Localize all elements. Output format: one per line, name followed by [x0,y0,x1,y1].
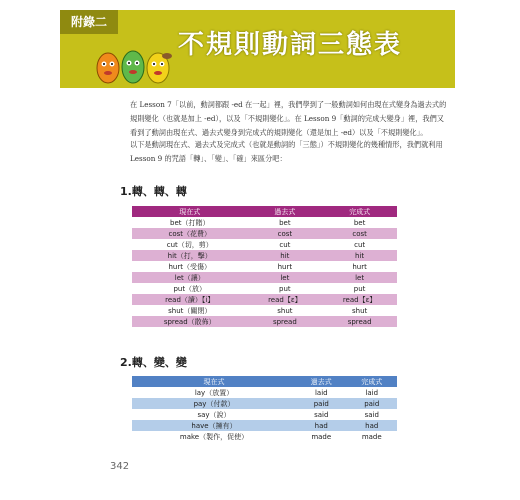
cell-past: made [311,432,332,441]
table-row [132,261,397,272]
cell-present: lay（放置） [194,388,234,397]
cell-perfect: cut [354,240,366,249]
cell-past: bet [279,218,291,227]
cell-perfect: hit [322,250,397,261]
cell-perfect: put [353,284,366,293]
cell-past: spread [248,316,323,327]
cell-past: paid [296,398,346,409]
section-1-title: 1.轉、轉、轉 [120,185,187,198]
cell-past: had [296,420,346,431]
cell-present: say（說） [197,410,231,419]
intro-paragraph-1: 在 Lesson 7「以前，動詞都跟 -ed 在一起」裡，我們學到了一般動詞如何由現在式變身為過去式的規則變化（也就是加上 -ed），以及「不規則變化」。在 Lesson 9「動詞的完成大變身」裡，我們又看到了動詞由現在式、過去式變身到完成式的規則變化（還是加上 -ed）以及「不規則變化」。 [130,100,447,137]
irregular-verbs-table-1 [132,206,397,327]
cell-present: hit（打，擊） [132,250,248,261]
table-row [132,316,397,327]
table-row [132,283,397,294]
table-2-header-present: 現在式 [132,376,296,387]
cell-past: said [314,410,329,419]
table-row [132,409,397,420]
table-row [132,272,397,283]
table-1-header-past: 過去式 [248,206,323,217]
intro-paragraph-2: 以下是動詞現在式、過去式及完成式（也就是動詞的「三態」）不規則變化的幾種情形，我們就利用 Lesson 9 的咒語「轉」、「變」、「確」來區分吧： [130,140,443,163]
page-title: 不規則動詞三態表 [178,30,403,60]
cell-perfect: spread [322,316,397,327]
table-2-header-past: 過去式 [296,376,346,387]
cell-past: cost [248,228,323,239]
cell-present: put（放） [173,284,207,293]
cell-perfect: paid [347,398,398,409]
cell-present: make（製作，促使） [179,432,249,441]
cell-present: bet（打賭） [170,218,210,227]
cell-present: spread（散佈） [132,316,248,327]
cell-present: read（讀）【i】 [132,294,248,305]
table-row [132,250,397,261]
cell-past: hit [248,250,323,261]
cell-present: cost（花費） [132,228,248,239]
cell-perfect: bet [353,218,366,227]
cell-present: hurt（受傷） [168,262,211,271]
cell-perfect: said [364,410,379,419]
table-1-header-present: 現在式 [132,206,248,217]
cell-present: cut（切，剪） [166,240,213,249]
section-2-title: 2.轉、變、變 [120,356,187,369]
cell-present: let（讓） [132,272,248,283]
cell-perfect: cost [322,228,397,239]
cell-past: let [248,272,323,283]
table-row [132,305,397,316]
cell-perfect: let [322,272,397,283]
irregular-verbs-table-2 [132,376,397,442]
cell-perfect: shut [351,306,368,315]
table-row [132,228,397,239]
cell-perfect: made [361,432,382,441]
cell-perfect: laid [365,388,379,397]
table-row [132,431,397,442]
cell-past: read【ɛ】 [248,294,323,305]
cell-past: put [279,284,291,293]
cell-present: have（擁有） [132,420,296,431]
table-row [132,387,397,398]
cell-past: laid [314,388,328,397]
page-number: 342 [110,461,130,472]
cell-perfect: had [347,420,398,431]
cell-perfect: hurt [352,262,367,271]
table-row [132,294,397,305]
cell-present: shut（關閉） [168,306,212,315]
cell-present: pay（付款） [132,398,296,409]
table-row [132,398,397,409]
cell-past: cut [279,240,291,249]
cell-past: shut [277,306,293,315]
table-row [132,239,397,250]
cell-perfect: read【ɛ】 [322,294,397,305]
table-1-header-perfect: 完成式 [322,206,397,217]
appendix-label: 附錄二 [60,10,118,34]
mascot-illustration [90,44,180,88]
table-row [132,217,397,228]
cell-past: hurt [277,262,293,271]
table-2-header-perfect: 完成式 [347,376,398,387]
table-row [132,420,397,431]
